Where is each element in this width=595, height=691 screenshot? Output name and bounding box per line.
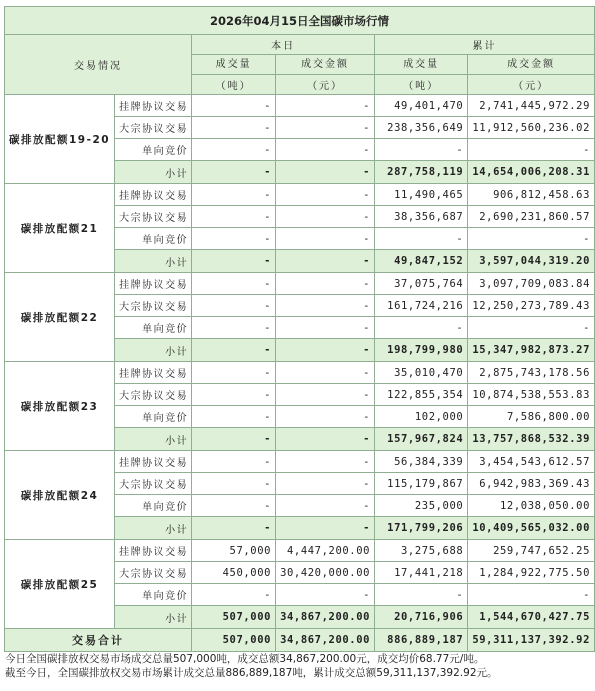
- subtotal-cum-amount: 1,544,670,427.75: [468, 606, 595, 629]
- subtotal-label: 小计: [115, 428, 192, 451]
- subtotal-cum-amount: 14,654,006,208.31: [468, 161, 595, 184]
- row-type-label: 单向竞价: [115, 495, 192, 517]
- subtotal-label: 小计: [115, 606, 192, 629]
- row-type-label: 挂牌协议交易: [115, 95, 192, 117]
- header-today-amount: 成交金额: [276, 55, 375, 75]
- header-cumulative: 累计: [375, 35, 595, 55]
- today-volume-cell: -: [192, 495, 276, 517]
- today-volume-cell: -: [192, 117, 276, 139]
- cum-volume-cell: 102,000: [375, 406, 468, 428]
- report-title: 2026年04月15日全国碳市场行情: [5, 7, 595, 35]
- section-name: 碳排放配额21: [5, 184, 115, 273]
- subtotal-cum-amount: 13,757,868,532.39: [468, 428, 595, 451]
- subtotal-label: 小计: [115, 339, 192, 362]
- today-volume-cell: -: [192, 228, 276, 250]
- cum-volume-cell: -: [375, 228, 468, 250]
- cum-volume-cell: 238,356,649: [375, 117, 468, 139]
- cum-amount-cell: 259,747,652.25: [468, 540, 595, 562]
- row-type-label: 大宗协议交易: [115, 117, 192, 139]
- today-volume-cell: -: [192, 184, 276, 206]
- today-volume-cell: -: [192, 95, 276, 117]
- cum-amount-cell: -: [468, 317, 595, 339]
- row-type-label: 大宗协议交易: [115, 473, 192, 495]
- row-type-label: 大宗协议交易: [115, 562, 192, 584]
- subtotal-today-amount: -: [276, 161, 375, 184]
- cum-amount-cell: 3,097,709,083.84: [468, 273, 595, 295]
- today-volume-cell: -: [192, 362, 276, 384]
- row-type-label: 单向竞价: [115, 139, 192, 161]
- subtotal-cum-volume: 49,847,152: [375, 250, 468, 273]
- cum-volume-cell: 38,356,687: [375, 206, 468, 228]
- today-amount-cell: -: [276, 139, 375, 161]
- summary-cumulative: 截至今日，全国碳排放权交易市场累计成交总量886,889,187吨，累计成交总额59,311,137,392.92元。: [5, 667, 498, 679]
- today-amount-cell: -: [276, 228, 375, 250]
- header-today-amount-unit: （元）: [276, 75, 375, 95]
- subtotal-cum-amount: 3,597,044,319.20: [468, 250, 595, 273]
- today-amount-cell: -: [276, 584, 375, 606]
- row-type-label: 挂牌协议交易: [115, 362, 192, 384]
- today-amount-cell: -: [276, 184, 375, 206]
- cum-volume-cell: 49,401,470: [375, 95, 468, 117]
- subtotal-label: 小计: [115, 250, 192, 273]
- today-amount-cell: -: [276, 273, 375, 295]
- cum-amount-cell: -: [468, 228, 595, 250]
- subtotal-today-volume: -: [192, 161, 276, 184]
- subtotal-today-amount: -: [276, 428, 375, 451]
- cum-volume-cell: 235,000: [375, 495, 468, 517]
- cum-amount-cell: 2,690,231,860.57: [468, 206, 595, 228]
- cum-volume-cell: 161,724,216: [375, 295, 468, 317]
- header-today: 本日: [192, 35, 375, 55]
- table-row: [5, 451, 595, 473]
- subtotal-cum-volume: 157,967,824: [375, 428, 468, 451]
- cum-amount-cell: 10,874,538,553.83: [468, 384, 595, 406]
- subtotal-cum-volume: 287,758,119: [375, 161, 468, 184]
- cum-volume-cell: -: [375, 317, 468, 339]
- summary-footer: [5, 652, 593, 680]
- subtotal-today-volume: 507,000: [192, 606, 276, 629]
- cum-amount-cell: 7,586,800.00: [468, 406, 595, 428]
- header-today-volume: 成交量: [192, 55, 276, 75]
- cum-volume-cell: 11,490,465: [375, 184, 468, 206]
- summary-today: 今日全国碳排放权交易市场成交总量507,000吨，成交总额34,867,200.00元，成交均价68.77元/吨。: [5, 653, 485, 665]
- grand-total-cum-amount: 59,311,137,392.92: [468, 629, 595, 652]
- subtotal-today-volume: -: [192, 250, 276, 273]
- cum-amount-cell: 11,912,560,236.02: [468, 117, 595, 139]
- today-volume-cell: -: [192, 473, 276, 495]
- subtotal-today-amount: 34,867,200.00: [276, 606, 375, 629]
- today-volume-cell: -: [192, 139, 276, 161]
- grand-total-label: 交易合计: [5, 629, 192, 652]
- row-type-label: 大宗协议交易: [115, 295, 192, 317]
- subtotal-today-amount: -: [276, 517, 375, 540]
- today-volume-cell: -: [192, 273, 276, 295]
- today-amount-cell: -: [276, 295, 375, 317]
- cum-volume-cell: 122,855,354: [375, 384, 468, 406]
- today-amount-cell: 4,447,200.00: [276, 540, 375, 562]
- header-today-volume-unit: （吨）: [192, 75, 276, 95]
- cum-amount-cell: 12,250,273,789.43: [468, 295, 595, 317]
- title-row: [5, 7, 595, 35]
- today-amount-cell: -: [276, 317, 375, 339]
- today-volume-cell: -: [192, 406, 276, 428]
- grand-total-cum-volume: 886,889,187: [375, 629, 468, 652]
- section-name: 碳排放配额25: [5, 540, 115, 629]
- grand-total-row: [5, 629, 595, 652]
- cum-volume-cell: -: [375, 139, 468, 161]
- subtotal-label: 小计: [115, 161, 192, 184]
- today-amount-cell: -: [276, 362, 375, 384]
- row-type-label: 挂牌协议交易: [115, 184, 192, 206]
- row-type-label: 大宗协议交易: [115, 206, 192, 228]
- subtotal-today-volume: -: [192, 339, 276, 362]
- subtotal-today-volume: -: [192, 428, 276, 451]
- today-amount-cell: -: [276, 406, 375, 428]
- section-name: 碳排放配额24: [5, 451, 115, 540]
- today-volume-cell: 450,000: [192, 562, 276, 584]
- cum-amount-cell: 1,284,922,775.50: [468, 562, 595, 584]
- table-row: [5, 362, 595, 384]
- row-type-label: 挂牌协议交易: [115, 273, 192, 295]
- today-amount-cell: 30,420,000.00: [276, 562, 375, 584]
- subtotal-cum-volume: 20,716,906: [375, 606, 468, 629]
- header-corner: 交易情况: [5, 35, 192, 95]
- today-volume-cell: -: [192, 384, 276, 406]
- cum-amount-cell: -: [468, 584, 595, 606]
- subtotal-today-amount: -: [276, 250, 375, 273]
- cum-volume-cell: -: [375, 584, 468, 606]
- cum-volume-cell: 3,275,688: [375, 540, 468, 562]
- table-row: [5, 184, 595, 206]
- header-cum-amount: 成交金额: [468, 55, 595, 75]
- cum-amount-cell: 3,454,543,612.57: [468, 451, 595, 473]
- cum-amount-cell: -: [468, 139, 595, 161]
- row-type-label: 单向竞价: [115, 584, 192, 606]
- today-amount-cell: -: [276, 117, 375, 139]
- today-amount-cell: -: [276, 451, 375, 473]
- market-table: [4, 6, 595, 652]
- today-amount-cell: -: [276, 95, 375, 117]
- header-cum-volume-unit: （吨）: [375, 75, 468, 95]
- cum-volume-cell: 115,179,867: [375, 473, 468, 495]
- cum-volume-cell: 37,075,764: [375, 273, 468, 295]
- subtotal-cum-volume: 171,799,206: [375, 517, 468, 540]
- today-volume-cell: -: [192, 317, 276, 339]
- today-volume-cell: -: [192, 584, 276, 606]
- subtotal-cum-amount: 15,347,982,873.27: [468, 339, 595, 362]
- subtotal-cum-volume: 198,799,980: [375, 339, 468, 362]
- today-volume-cell: -: [192, 295, 276, 317]
- today-volume-cell: 57,000: [192, 540, 276, 562]
- section-name: 碳排放配额22: [5, 273, 115, 362]
- table-row: [5, 540, 595, 562]
- section-name: 碳排放配额23: [5, 362, 115, 451]
- row-type-label: 挂牌协议交易: [115, 540, 192, 562]
- today-amount-cell: -: [276, 495, 375, 517]
- header-cum-volume: 成交量: [375, 55, 468, 75]
- row-type-label: 单向竞价: [115, 228, 192, 250]
- subtotal-label: 小计: [115, 517, 192, 540]
- cum-volume-cell: 56,384,339: [375, 451, 468, 473]
- cum-amount-cell: 2,875,743,178.56: [468, 362, 595, 384]
- table-row: [5, 95, 595, 117]
- cum-amount-cell: 2,741,445,972.29: [468, 95, 595, 117]
- today-volume-cell: -: [192, 206, 276, 228]
- row-type-label: 单向竞价: [115, 317, 192, 339]
- today-amount-cell: -: [276, 473, 375, 495]
- table-row: [5, 273, 595, 295]
- row-type-label: 单向竞价: [115, 406, 192, 428]
- today-amount-cell: -: [276, 206, 375, 228]
- cum-amount-cell: 906,812,458.63: [468, 184, 595, 206]
- cum-amount-cell: 12,038,050.00: [468, 495, 595, 517]
- row-type-label: 挂牌协议交易: [115, 451, 192, 473]
- today-amount-cell: -: [276, 384, 375, 406]
- subtotal-cum-amount: 10,409,565,032.00: [468, 517, 595, 540]
- row-type-label: 大宗协议交易: [115, 384, 192, 406]
- section-name: 碳排放配额19-20: [5, 95, 115, 184]
- cum-amount-cell: 6,942,983,369.43: [468, 473, 595, 495]
- grand-total-today-volume: 507,000: [192, 629, 276, 652]
- header-cum-amount-unit: （元）: [468, 75, 595, 95]
- cum-volume-cell: 17,441,218: [375, 562, 468, 584]
- cum-volume-cell: 35,010,470: [375, 362, 468, 384]
- subtotal-today-volume: -: [192, 517, 276, 540]
- subtotal-today-amount: -: [276, 339, 375, 362]
- today-volume-cell: -: [192, 451, 276, 473]
- market-table-body: [5, 7, 595, 652]
- header-row-1: [5, 35, 595, 55]
- grand-total-today-amount: 34,867,200.00: [276, 629, 375, 652]
